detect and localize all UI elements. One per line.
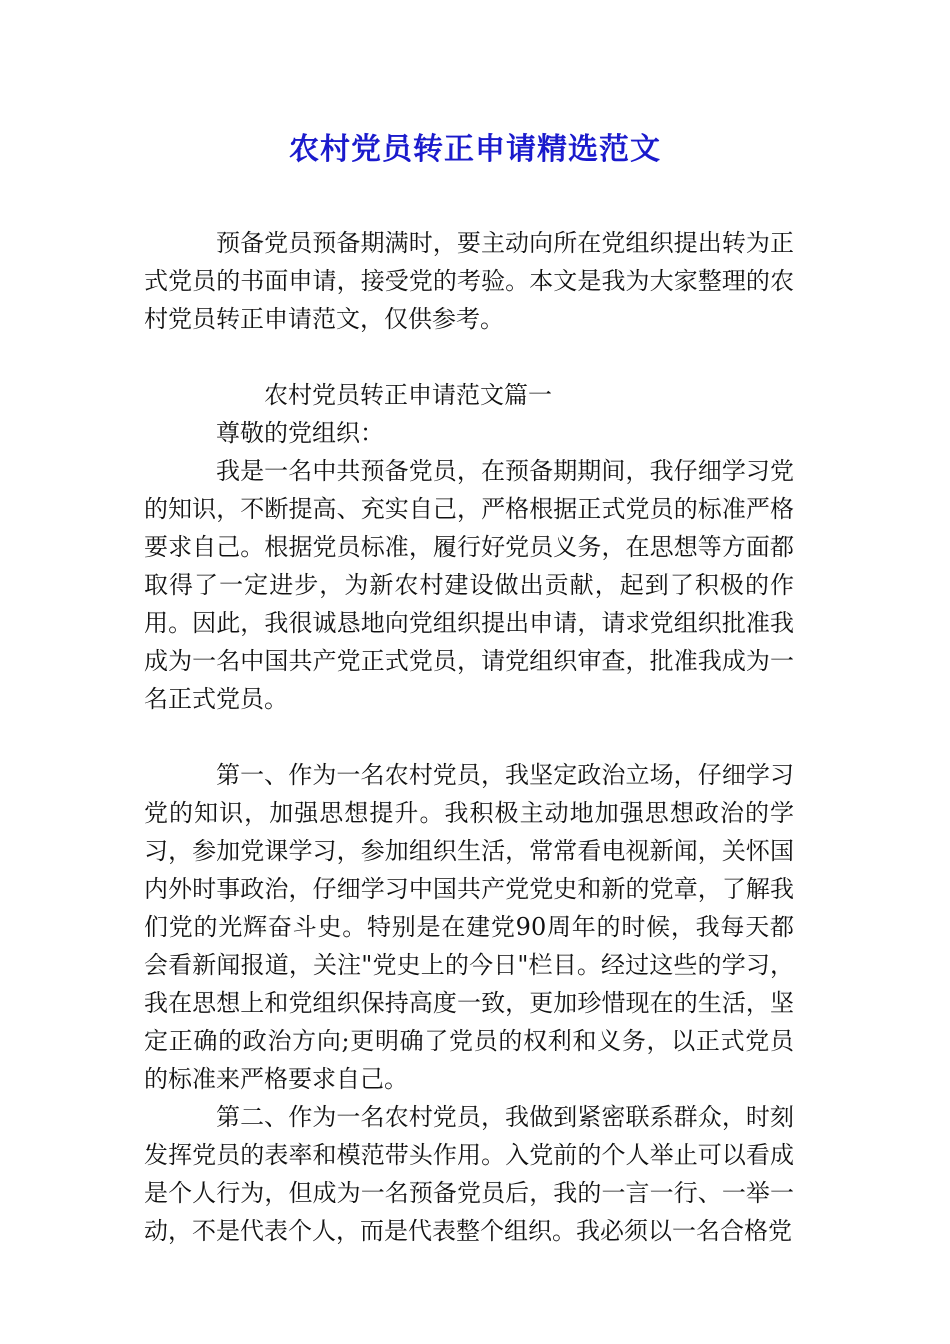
intro-paragraph: 预备党员预备期满时，要主动向所在党组织提出转为正式党员的书面申请，接受党的考验。本文是我为大家整理的农村党员转正申请范文，仅供参考。 bbox=[144, 229, 794, 333]
document-body bbox=[144, 224, 794, 1250]
document-title: 农村党员转正申请精选范文 bbox=[289, 132, 661, 167]
body-paragraph-1: 我是一名中共预备党员，在预备期期间，我仔细学习党的知识，不断提高、充实自己，严格根据正式党员的标准严格要求自己。根据党员标准，履行好党员义务，在思想等方面都取得了一定进步，为新农村建设做出贡献，起到了积极的作用。因此，我很诚恳地向党组织提出申请，请求党组织批准我成为一名中国共产党正式党员，请党组织审查，批准我成为一名正式党员。 bbox=[144, 457, 794, 713]
paragraph-gap bbox=[144, 718, 794, 756]
body-paragraph-3: 第二、作为一名农村党员，我做到紧密联系群众，时刻发挥党员的表率和模范带头作用。入党前的个人举止可以看成是个人行为，但成为一名预备党员后，我的一言一行、一举一动，不是代表个人，而是代表整个组织。我必须以一名合格党 bbox=[144, 1103, 794, 1245]
paragraph-gap bbox=[144, 338, 794, 376]
salutation: 尊敬的党组织： bbox=[216, 419, 384, 447]
body-paragraph-2: 第一、作为一名农村党员，我坚定政治立场，仔细学习党的知识，加强思想提升。我积极主动地加强思想政治的学习，参加党课学习，参加组织生活，常常看电视新闻，关怀国内外时事政治，仔细学习中国共产党党史和新的党章，了解我们党的光辉奋斗史。特别是在建党90周年的时候，我每天都会看新闻报道，关注"党史上的今日"栏目。经过这些的学习，我在思想上和党组织保持高度一致，更加珍惜现在的生活，坚定正确的政治方向;更明确了党员的权利和义务，以正式党员的标准来严格要求自己。 bbox=[144, 761, 794, 1093]
section-title: 农村党员转正申请范文篇一 bbox=[264, 381, 552, 409]
